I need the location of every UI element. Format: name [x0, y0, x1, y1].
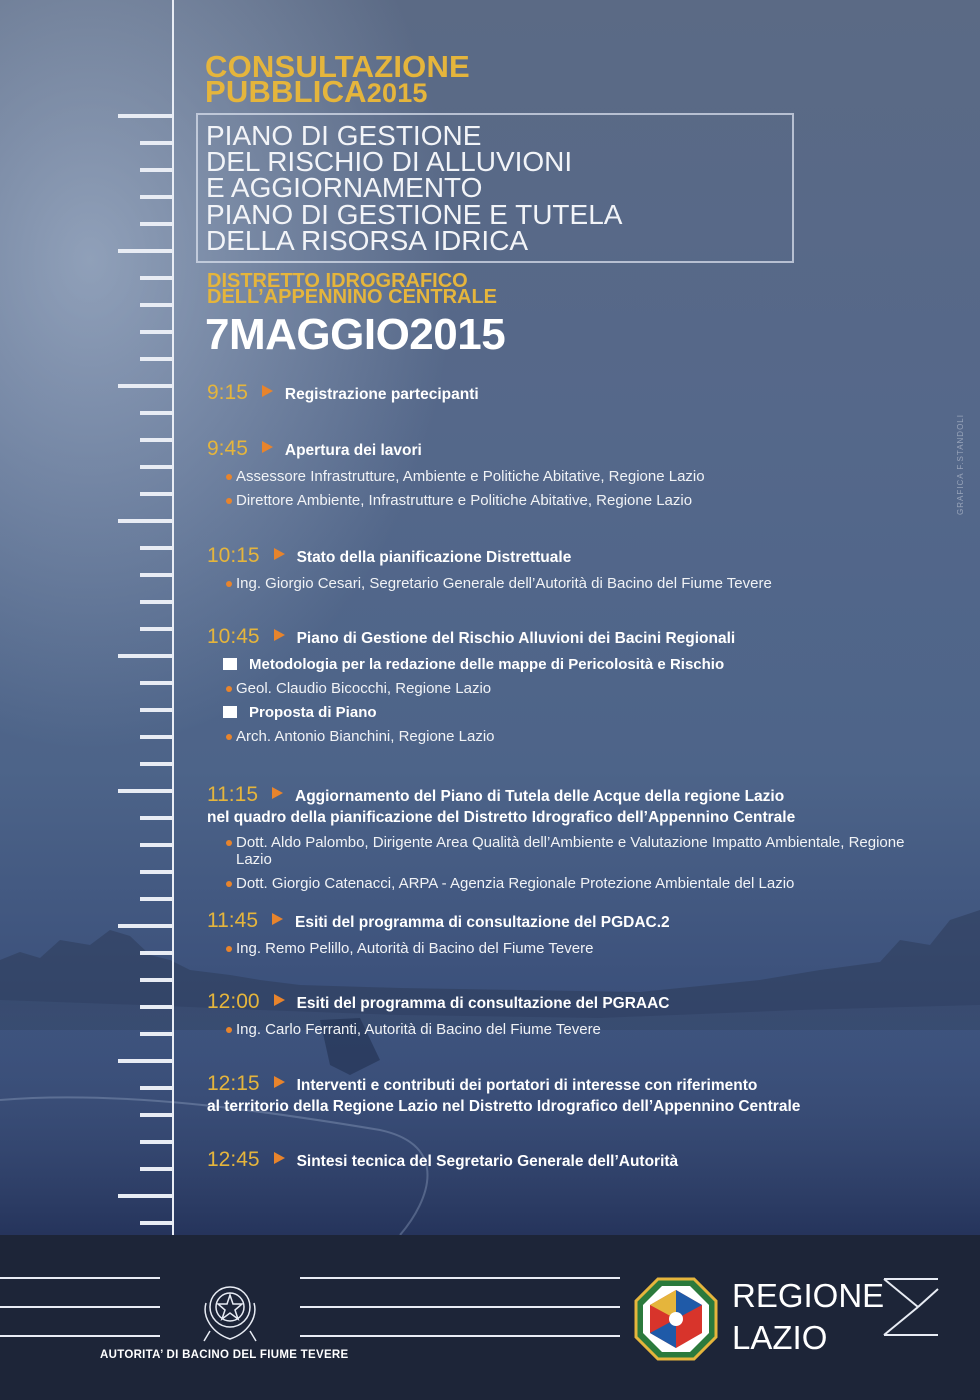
agenda-speaker: Ing. Giorgio Cesari, Segretario Generale dell’Autorità di Bacino del Fiume Tevere: [207, 575, 947, 592]
agenda-title-continued: nel quadro della pianificazione del Distretto Idrografico dell’Appennino Centrale: [207, 809, 796, 826]
arrow-icon: [274, 629, 285, 641]
agenda-speaker: Assessore Infrastrutture, Ambiente e Politiche Abitative, Regione Lazio: [207, 468, 947, 485]
arrow-icon: [272, 913, 283, 925]
agenda-title: Esiti del programma di consultazione del PGRAAC: [296, 995, 670, 1012]
arrow-icon: [274, 1076, 285, 1088]
agenda-speaker: Dott. Giorgio Catenacci, ARPA - Agenzia Regionale Protezione Ambientale del Lazio: [207, 875, 947, 892]
bullet-icon: [226, 686, 232, 692]
agenda-item: [207, 783, 947, 892]
agenda-speaker: Ing. Remo Pelillo, Autorità di Bacino del Fiume Tevere: [207, 940, 947, 957]
agenda-time: 9:15: [207, 381, 248, 404]
bullet-icon: [226, 498, 232, 504]
bullet-icon: [226, 881, 232, 887]
agenda-subtopic: Metodologia per la redazione delle mappe di Pericolosità e Rischio: [207, 656, 947, 673]
poster-title: [205, 49, 470, 109]
agenda-item: [207, 625, 947, 745]
agenda-title: Interventi e contributi dei portatori di interesse con riferimento: [296, 1077, 758, 1094]
plan-box: [196, 113, 794, 263]
authority-label: AUTORITA’ DI BACINO DEL FIUME TEVERE: [100, 1349, 349, 1361]
agenda-title: Aggiornamento del Piano di Tutela delle Acque della regione Lazio: [295, 788, 785, 805]
agenda-time: 12:45: [207, 1148, 260, 1171]
arrow-icon: [262, 385, 273, 397]
title-line-1: CONSULTAZIONE: [205, 49, 470, 84]
event-date: 7MAGGIO2015: [205, 310, 506, 359]
arrow-icon: [274, 548, 285, 560]
agenda-item: [207, 990, 947, 1038]
agenda-title: Stato della pianificazione Distrettuale: [296, 549, 572, 566]
plan-line-1: PIANO DI GESTIONE: [206, 120, 482, 151]
plan-line-2: DEL RISCHIO DI ALLUVIONI: [206, 146, 573, 177]
title-year: 2015: [366, 78, 428, 108]
graphics-credit: GRAFICA F.STANDOLI: [956, 414, 965, 515]
agenda-time: 12:00: [207, 990, 260, 1013]
arrow-icon: [272, 787, 283, 799]
footer: [0, 1235, 980, 1400]
agenda-item: [207, 909, 947, 957]
square-bullet-icon: [223, 706, 237, 718]
agenda-time: 10:45: [207, 625, 260, 648]
district-line-2: DELL’APPENNINO CENTRALE: [207, 286, 498, 308]
regione-lazio-crest-icon: [634, 1277, 718, 1361]
agenda-speaker: Direttore Ambiente, Infrastrutture e Politiche Abitative, Regione Lazio: [207, 492, 947, 509]
measurement-scale: [118, 0, 178, 1235]
agenda-item: [207, 1072, 947, 1116]
region-name-line-2: LAZIO: [732, 1319, 828, 1356]
agenda-item: [207, 544, 947, 592]
agenda-time: 10:15: [207, 544, 260, 567]
agenda-title: Esiti del programma di consultazione del PGDAC.2: [295, 914, 670, 931]
bullet-icon: [226, 734, 232, 740]
agenda-title: Apertura dei lavori: [284, 442, 422, 459]
arrow-icon: [274, 994, 285, 1006]
arrow-icon: [274, 1152, 285, 1164]
agenda-time: 11:15: [207, 783, 258, 806]
agenda-speaker: Geol. Claudio Bicocchi, Regione Lazio: [207, 680, 947, 697]
agenda-time: 12:15: [207, 1072, 260, 1095]
agenda-title: Sintesi tecnica del Segretario Generale dell’Autorità: [296, 1153, 679, 1170]
bullet-icon: [226, 581, 232, 587]
plan-line-5: DELLA RISORSA IDRICA: [206, 225, 529, 256]
bullet-icon: [226, 1027, 232, 1033]
agenda-subtopic: Proposta di Piano: [207, 704, 947, 721]
square-bullet-icon: [223, 658, 237, 670]
agenda-speaker: Dott. Aldo Palombo, Dirigente Area Qualità dell’Ambiente e Valutazione Impatto Ambientale, Regione Lazio: [207, 834, 947, 868]
agenda-title-continued: al territorio della Regione Lazio nel Distretto Idrografico dell’Appennino Centrale: [207, 1098, 801, 1115]
agenda-item: [207, 381, 947, 405]
agenda-speaker: Arch. Antonio Bianchini, Regione Lazio: [207, 728, 947, 745]
district-line-1: DISTRETTO IDROGRAFICO: [207, 270, 468, 292]
bullet-icon: [226, 474, 232, 480]
agenda-time: 9:45: [207, 437, 248, 460]
bullet-icon: [226, 946, 232, 952]
title-line-2: PUBBLICA: [205, 74, 367, 109]
italian-republic-emblem-icon: [198, 1273, 262, 1347]
plan-line-3: E AGGIORNAMENTO: [206, 172, 483, 203]
bullet-icon: [226, 840, 232, 846]
agenda-time: 11:45: [207, 909, 258, 932]
plan-line-4: PIANO DI GESTIONE E TUTELA: [206, 199, 623, 230]
agenda-speaker: Ing. Carlo Ferranti, Autorità di Bacino del Fiume Tevere: [207, 1021, 947, 1038]
footer-lines: [0, 1235, 980, 1400]
agenda-title: Registrazione partecipanti: [284, 386, 479, 403]
agenda-item: [207, 437, 947, 509]
district-label: [207, 270, 498, 308]
agenda-item: [207, 1148, 947, 1172]
region-name-line-1: REGIONE: [732, 1277, 885, 1314]
arrow-icon: [262, 441, 273, 453]
agenda-title: Piano di Gestione del Rischio Alluvioni dei Bacini Regionali: [296, 630, 736, 647]
